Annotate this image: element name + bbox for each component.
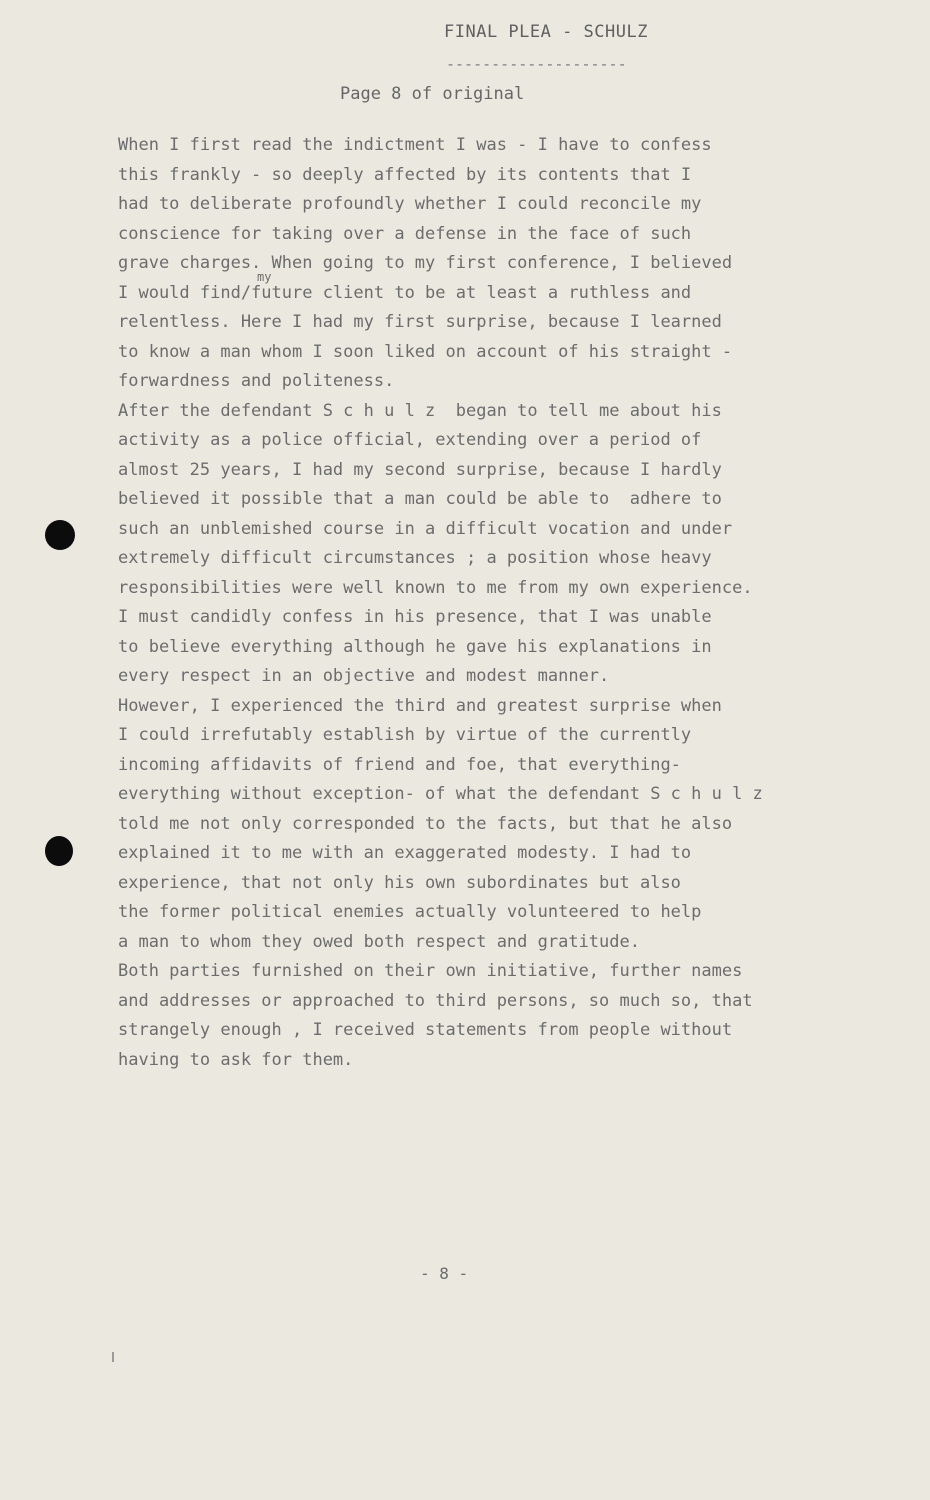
handwritten-insert: my — [257, 270, 272, 284]
body-line: However, I experienced the third and greatest surprise when — [118, 695, 722, 716]
title-underline: -------------------- — [446, 55, 627, 73]
body-line: having to ask for them. — [118, 1049, 354, 1070]
body-line: to know a man whom I soon liked on account of his straight - — [118, 341, 733, 362]
punch-hole-icon — [45, 836, 73, 866]
body-line: strangely enough , I received statements from people without — [118, 1020, 733, 1040]
body-line: experience, that not only his own subordinates but also — [118, 872, 681, 893]
body-line: had to deliberate profoundly whether I could reconcile my — [118, 194, 702, 214]
plea-body — [118, 131, 878, 1075]
body-line: forwardness and politeness. — [118, 371, 395, 391]
body-line: almost 25 years, I had my second surprise, because I hardly — [118, 459, 722, 480]
body-line: I must candidly confess in his presence, that I was unable — [118, 607, 712, 627]
body-line: relentless. Here I had my first surprise, because I learned — [118, 312, 722, 332]
body-line: When I first read the indictment I was - I have to confess — [118, 135, 712, 155]
stray-pen-mark — [112, 1352, 114, 1362]
body-line: every respect in an objective and modest manner. — [118, 666, 610, 686]
body-line: incoming affidavits of friend and foe, that everything- — [118, 754, 681, 775]
punch-hole-icon — [45, 520, 75, 550]
body-line: the former political enemies actually volunteered to help — [118, 902, 702, 922]
body-line: and addresses or approached to third persons, so much so, that — [118, 990, 753, 1011]
body-line: everything without exception- of what the defendant S c h u l z — [118, 784, 763, 804]
body-line: After the defendant S c h u l z began to tell me about his — [118, 400, 722, 421]
body-line: to believe everything although he gave his explanations in — [118, 636, 712, 657]
body-line: activity as a police official, extending over a period of — [118, 430, 702, 450]
document-title: FINAL PLEA - SCHULZ — [444, 22, 648, 42]
page-reference: Page 8 of original — [340, 84, 525, 104]
body-line: I would find/future client to be at least a ruthless and — [118, 282, 692, 303]
page-number: - 8 - — [420, 1264, 469, 1283]
body-line: a man to whom they owed both respect and gratitude. — [118, 931, 640, 952]
body-line: believed it possible that a man could be able to adhere to — [118, 489, 722, 509]
body-line: extremely difficult circumstances ; a position whose heavy — [118, 548, 712, 568]
body-line: grave charges. When going to my first conference, I believed — [118, 253, 733, 273]
body-line: explained it to me with an exaggerated modesty. I had to — [118, 843, 692, 863]
body-line: this frankly - so deeply affected by its contents that I — [118, 164, 692, 185]
body-line: I could irrefutably establish by virtue of the currently — [118, 725, 692, 745]
body-line: responsibilities were well known to me from my own experience. — [118, 577, 753, 598]
body-line: Both parties furnished on their own initiative, further names — [118, 961, 743, 981]
body-line: conscience for taking over a defense in the face of such — [118, 223, 692, 244]
body-line: such an unblemished course in a difficult vocation and under — [118, 518, 733, 539]
body-line: told me not only corresponded to the facts, but that he also — [118, 813, 733, 834]
